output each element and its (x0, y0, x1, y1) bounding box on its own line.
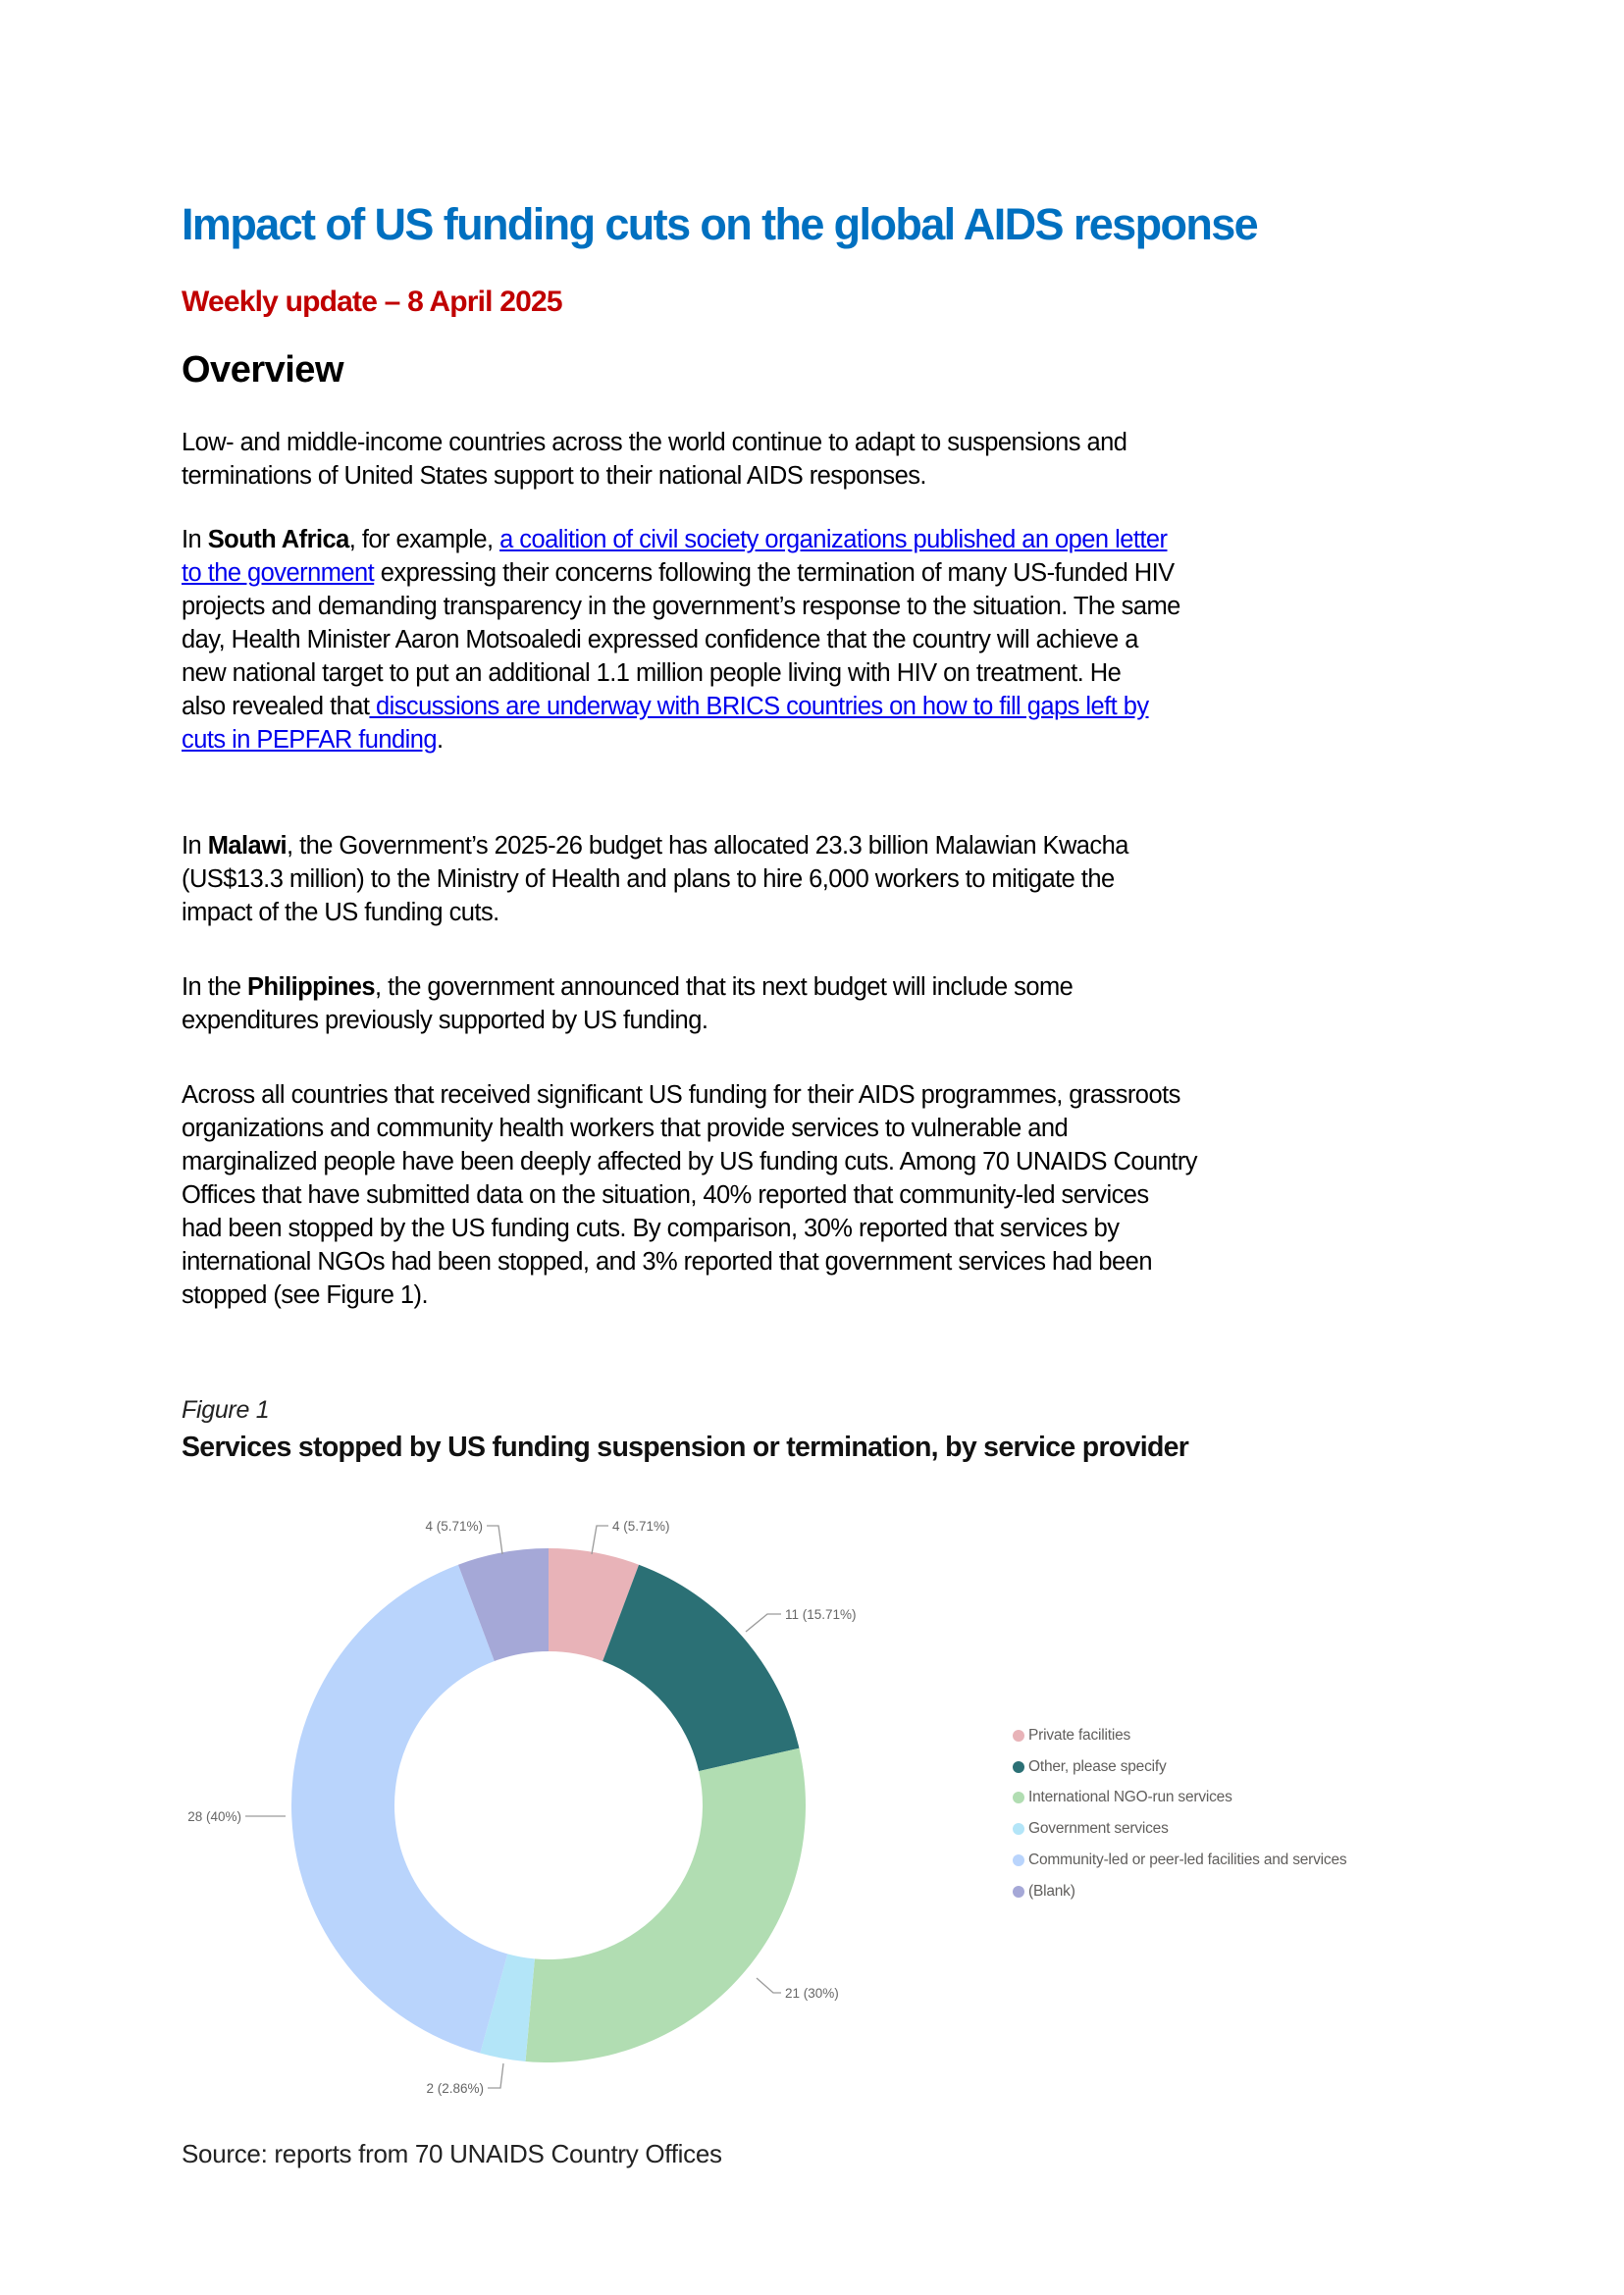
text-line: organizations and community health workers that provide services to vulnerable and (182, 1115, 1069, 1142)
text: In (182, 832, 208, 860)
text-line: impact of the US funding cuts. (182, 899, 499, 926)
donut-slice-other-please-specify (602, 1565, 799, 1771)
text: , the Government’s 2025-26 budget has allocated 23.3 billion Malawian Kwacha (287, 832, 1128, 860)
data-label-private-facilities: 4 (5.71%) (612, 1519, 670, 1534)
text: also revealed that (182, 693, 370, 720)
text-line: (US$13.3 million) to the Ministry of Health and plans to hire 6,000 workers to mitigate the (182, 865, 1115, 893)
document-title: Impact of US funding cuts on the global AIDS response (182, 199, 1258, 249)
legend-label: (Blank) (1028, 1882, 1075, 1900)
country-name-south-africa: South Africa (207, 526, 349, 553)
legend-dot-icon (1013, 1730, 1024, 1742)
country-name-philippines: Philippines (247, 973, 376, 1001)
link-open-letter[interactable]: a coalition of civil society organizations published an open letter (499, 526, 1168, 553)
figure-label: Figure 1 (182, 1396, 270, 1424)
link-brics-discussions[interactable]: discussions are underway with BRICS countries on how to fill gaps left by (369, 693, 1149, 720)
text-line: had been stopped by the US funding cuts. By comparison, 30% reported that services by (182, 1215, 1120, 1242)
data-label-community-led: 28 (40%) (187, 1809, 241, 1824)
figure-title: Services stopped by US funding suspension or termination, by service provider (182, 1432, 1189, 1463)
legend-item-community-led (1013, 1845, 1346, 1876)
text: In (182, 526, 208, 553)
data-label-blank: 4 (5.71%) (425, 1519, 483, 1534)
legend-item-government (1013, 1813, 1346, 1845)
link-open-letter-cont[interactable]: to the government (182, 559, 375, 587)
section-heading-overview: Overview (182, 349, 343, 391)
legend-dot-icon (1013, 1823, 1024, 1835)
country-name-malawi: Malawi (207, 832, 288, 860)
donut-slices (291, 1548, 806, 2062)
donut-slice-international-ngo-run-services (526, 1748, 806, 2062)
text-line: new national target to put an additional 1.1 million people living with HIV on treatment. He (182, 659, 1122, 687)
data-label-international-ngo: 21 (30%) (785, 1986, 839, 2001)
chart-legend (1013, 1720, 1346, 1907)
document-subtitle-date: Weekly update – 8 April 2025 (182, 286, 562, 318)
text: , for example, (348, 526, 500, 553)
legend-item-private-facilities (1013, 1720, 1346, 1751)
text-line: terminations of United States support to their national AIDS responses. (182, 462, 926, 490)
legend-label: Other, please specify (1028, 1757, 1167, 1775)
legend-label: Government services (1028, 1820, 1169, 1838)
text-line: day, Health Minister Aaron Motsoaledi expressed confidence that the country will achieve a (182, 626, 1138, 653)
legend-dot-icon (1013, 1886, 1024, 1898)
text-line: Low- and middle-income countries across the world continue to adapt to suspensions and (182, 429, 1127, 456)
legend-dot-icon (1013, 1761, 1024, 1773)
donut-slice-community-led-or-peer-led-facilities-and-services (291, 1565, 507, 2054)
legend-label: Private facilities (1028, 1726, 1131, 1744)
text-line: projects and demanding transparency in the government’s response to the situation. The same (182, 593, 1180, 620)
text-line: Across all countries that received significant US funding for their AIDS programmes, grassroots (182, 1081, 1180, 1109)
legend-item-blank (1013, 1876, 1346, 1907)
text-line: expenditures previously supported by US funding. (182, 1007, 708, 1034)
legend-label: International NGO-run services (1028, 1789, 1232, 1806)
legend-item-other (1013, 1751, 1346, 1783)
text: expressing their concerns following the termination of many US-funded HIV (374, 559, 1175, 587)
link-brics-discussions-cont[interactable]: cuts in PEPFAR funding (182, 726, 438, 754)
data-label-government: 2 (2.86%) (426, 2081, 484, 2096)
text-line: Offices that have submitted data on the situation, 40% reported that community-led services (182, 1181, 1149, 1209)
text-line: marginalized people have been deeply affected by US funding cuts. Among 70 UNAIDS Country (182, 1148, 1197, 1175)
figure-source-note: Source: reports from 70 UNAIDS Country Offices (182, 2139, 722, 2168)
data-label-other: 11 (15.71%) (785, 1607, 857, 1622)
legend-dot-icon (1013, 1792, 1024, 1803)
legend-dot-icon (1013, 1854, 1024, 1866)
text-line: international NGOs had been stopped, and 3% reported that government services had been (182, 1248, 1152, 1276)
text: In the (182, 973, 248, 1001)
text-line: stopped (see Figure 1). (182, 1281, 428, 1309)
legend-label: Community-led or peer-led facilities and services (1028, 1852, 1347, 1869)
text: , the government announced that its next budget will include some (375, 973, 1074, 1001)
legend-item-international-ngo (1013, 1783, 1346, 1814)
text: . (437, 726, 444, 754)
